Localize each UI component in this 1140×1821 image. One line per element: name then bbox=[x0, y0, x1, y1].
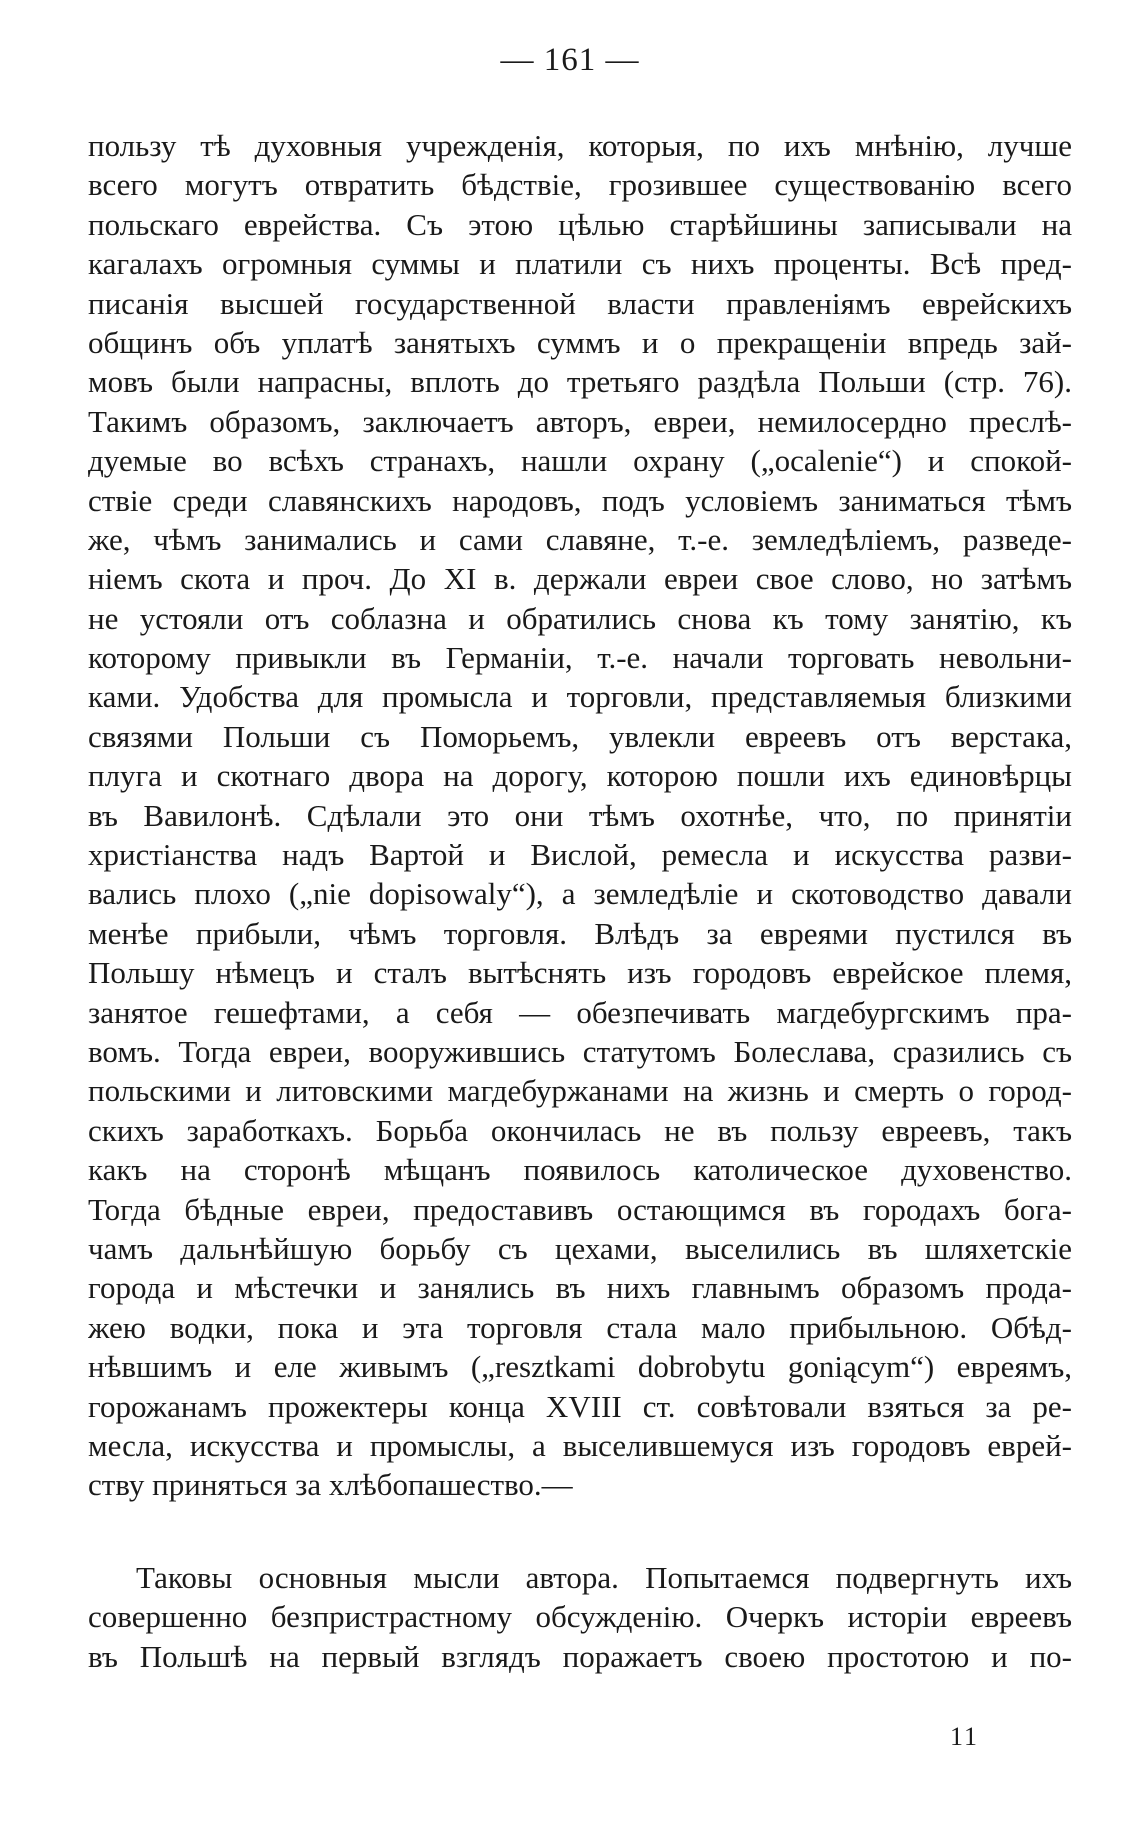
text-line: ствіе среди славянскихъ народовъ, подъ условіемъ заниматься тѣмъ bbox=[88, 482, 1072, 518]
text-line: польскими и литовскими магдебуржанами на жизнь и смерть о город- bbox=[88, 1073, 1072, 1109]
text-line: скихъ заработкахъ. Борьба окончилась не въ пользу евреевъ, такъ bbox=[88, 1112, 1072, 1148]
text-line: занятое гешефтами, а себя — обезпечивать магдебургскимъ пра- bbox=[88, 994, 1072, 1030]
text-line: кагалахъ огромныя суммы и платили съ нихъ проценты. Всѣ пред- bbox=[88, 246, 1072, 282]
text-line: какъ на сторонѣ мѣщанъ появилось католическое духовенство. bbox=[88, 1152, 1072, 1188]
text-line: общинъ объ уплатѣ занятыхъ суммъ и о прекращеніи впредь зай- bbox=[88, 324, 1072, 360]
text-line: нѣвшимъ и еле живымъ („resztkami dobrobytu goniącym“) евреямъ, bbox=[88, 1349, 1072, 1385]
text-line: плуга и скотнаго двора на дорогу, которою пошли ихъ единовѣрцы bbox=[88, 758, 1072, 794]
text-line: Польшу нѣмецъ и сталъ вытѣснять изъ городовъ еврейское племя, bbox=[88, 955, 1072, 991]
text-line: горожанамъ прожектеры конца XVIII ст. совѣтовали взяться за ре- bbox=[88, 1388, 1072, 1424]
text-line: писанія высшей государственной власти правленіямъ еврейскихъ bbox=[88, 285, 1072, 321]
paragraph-1 bbox=[88, 126, 1072, 1505]
text-line: не устояли отъ соблазна и обратились снова къ тому занятію, къ bbox=[88, 600, 1072, 636]
text-line: въ Вавилонѣ. Сдѣлали это они тѣмъ охотнѣе, что, по принятіи bbox=[88, 797, 1072, 833]
text-line: менѣе прибыли, чѣмъ торговля. Влѣдъ за евреями пустился въ bbox=[88, 915, 1072, 951]
text-line: мовъ были напрасны, вплоть до третьяго раздѣла Польши (стр. 76). bbox=[88, 364, 1072, 400]
text-line: въ Польшѣ на первый взглядъ поражаетъ своею простотою и по- bbox=[88, 1638, 1072, 1674]
text-line: Тогда бѣдные евреи, предоставивъ остающимся въ городахъ бога- bbox=[88, 1191, 1072, 1227]
text-line: Таковы основныя мысли автора. Попытаемся подвергнуть ихъ bbox=[136, 1560, 1072, 1595]
paragraph-2 bbox=[88, 1558, 1072, 1676]
text-line: Такимъ образомъ, заключаетъ авторъ, евреи, немилосердно преслѣ- bbox=[88, 403, 1072, 439]
text-line: города и мѣстечки и занялись въ нихъ главнымъ образомъ прода- bbox=[88, 1270, 1072, 1306]
text-line: дуемые во всѣхъ странахъ, нашли охрану („ocalenie“) и спокой- bbox=[88, 443, 1072, 479]
text-line: же, чѣмъ занимались и сами славяне, т.-е. земледѣліемъ, разведе- bbox=[88, 521, 1072, 557]
text-line: ніемъ скота и проч. До XI в. держали евреи свое слово, но затѣмъ bbox=[88, 561, 1072, 597]
text-line: вались плохо („nie dopisowaly“), а земледѣліе и скотоводство давали bbox=[88, 876, 1072, 912]
text-line: всего могутъ отвратить бѣдствіе, грозившее существованію всего bbox=[88, 167, 1072, 203]
text-line: месла, искусства и промыслы, а выселившемуся изъ городовъ еврей- bbox=[88, 1427, 1072, 1463]
text-line: ками. Удобства для промысла и торговли, представляемыя близкими bbox=[88, 679, 1072, 715]
text-line: пользу тѣ духовныя учрежденія, которыя, по ихъ мнѣнію, лучше bbox=[88, 128, 1072, 163]
text-line: связями Польши съ Поморьемъ, увлекли евреевъ отъ верстака, bbox=[88, 718, 1072, 754]
text-line: жею водки, пока и эта торговля стала мало прибыльною. Обѣд- bbox=[88, 1309, 1072, 1345]
page-number: — 161 — bbox=[500, 42, 640, 78]
text-line: христіанства надъ Вартой и Вислой, ремесла и искусства разви- bbox=[88, 837, 1072, 873]
text-line: ству приняться за хлѣбопашество.— bbox=[88, 1467, 573, 1503]
text-line: чамъ дальнѣйшую борьбу съ цехами, выселились въ шляхетскіе bbox=[88, 1230, 1072, 1266]
text-line: совершенно безпристрастному обсужденію. Очеркъ исторіи евреевъ bbox=[88, 1599, 1072, 1635]
text-line: вомъ. Тогда евреи, вооружившись статутомъ Болеслава, сразились съ bbox=[88, 1033, 1072, 1069]
signature-mark: 11 bbox=[950, 1722, 980, 1751]
text-line: польскаго еврейства. Съ этою цѣлью старѣйшины записывали на bbox=[88, 206, 1072, 242]
text-line: которому привыкли въ Германіи, т.-е. начали торговать невольни- bbox=[88, 640, 1072, 676]
